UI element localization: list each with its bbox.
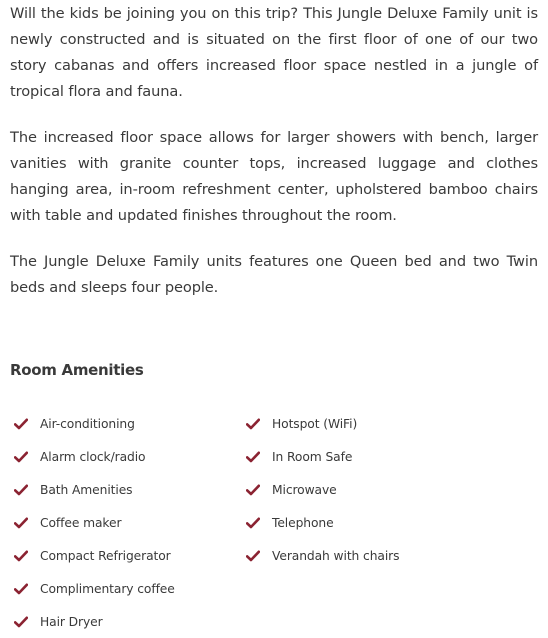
description-paragraph: The increased floor space allows for larger showers with bench, larger vanities with granite counter tops, increased luggage and clothes hanging area, in-room refreshment center, upholstered bamboo chairs with table and updated finishes throughout the room.	[10, 129, 538, 224]
amenity-item	[10, 572, 242, 605]
amenity-label: Hotspot (WiFi)	[272, 416, 358, 431]
amenity-item	[242, 473, 502, 506]
amenities-column-left	[10, 407, 242, 638]
amenities-column-right	[242, 407, 502, 638]
check-icon	[14, 615, 28, 629]
check-icon	[14, 549, 28, 563]
amenity-label: Hair Dryer	[40, 614, 103, 629]
amenity-label: Compact Refrigerator	[40, 548, 171, 563]
check-icon	[246, 516, 260, 530]
amenities-heading: Room Amenities	[10, 361, 144, 379]
description-paragraph: The Jungle Deluxe Family units features one Queen bed and two Twin beds and sleeps four people.	[10, 253, 538, 296]
amenity-item	[242, 407, 502, 440]
description-paragraph: Will the kids be joining you on this trip? This Jungle Deluxe Family unit is newly constructed and is situated on the first floor of one of our two story cabanas and offers increased floor space nestled in a jungle of tropical flora and fauna.	[10, 5, 538, 100]
amenity-label: Alarm clock/radio	[40, 449, 146, 464]
check-icon	[14, 450, 28, 464]
amenity-label: Verandah with chairs	[272, 548, 400, 563]
check-icon	[14, 516, 28, 530]
check-icon	[246, 450, 260, 464]
amenity-item	[10, 440, 242, 473]
amenity-item	[10, 407, 242, 440]
check-icon	[14, 417, 28, 431]
amenity-label: In Room Safe	[272, 449, 353, 464]
amenity-item	[242, 440, 502, 473]
amenities-list	[10, 407, 538, 638]
check-icon	[246, 483, 260, 497]
amenity-label: Complimentary coffee	[40, 581, 175, 596]
amenity-label: Telephone	[272, 515, 334, 530]
amenity-label: Bath Amenities	[40, 482, 133, 497]
amenity-item	[10, 605, 242, 638]
amenity-label: Coffee maker	[40, 515, 122, 530]
amenity-item	[242, 539, 502, 572]
amenity-label: Air-conditioning	[40, 416, 135, 431]
amenity-label: Microwave	[272, 482, 337, 497]
check-icon	[246, 417, 260, 431]
check-icon	[14, 582, 28, 596]
amenity-item	[10, 539, 242, 572]
amenity-item	[242, 506, 502, 539]
room-description	[10, 0, 538, 301]
amenity-item	[10, 473, 242, 506]
amenity-item	[10, 506, 242, 539]
check-icon	[14, 483, 28, 497]
check-icon	[246, 549, 260, 563]
